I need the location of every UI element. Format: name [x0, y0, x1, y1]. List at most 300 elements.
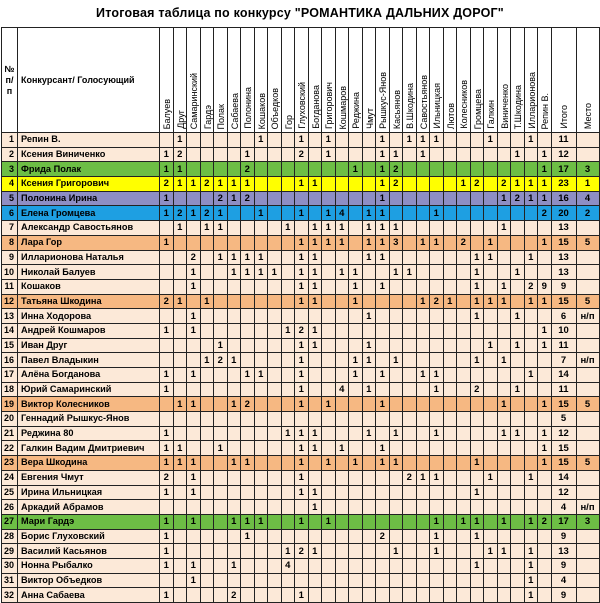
header-voter [254, 28, 268, 133]
vote-cell [281, 588, 295, 603]
contestant-name: Павел Владыкин [18, 353, 160, 368]
vote-cell [227, 323, 241, 338]
vote-cell [484, 397, 498, 412]
vote-cell: 1 [308, 235, 322, 250]
vote-cell [322, 162, 336, 177]
vote-cell [416, 500, 430, 515]
vote-cell [443, 470, 457, 485]
vote-cell: 1 [376, 162, 390, 177]
vote-cell [497, 558, 511, 573]
vote-cell [173, 235, 187, 250]
vote-cell: 1 [538, 235, 552, 250]
vote-cell [403, 235, 417, 250]
vote-cell [524, 500, 538, 515]
contestant-name: Геннадий Рышкус-Янов [18, 412, 160, 427]
vote-cell [389, 206, 403, 221]
total-cell: 5 [551, 412, 576, 427]
vote-cell [443, 235, 457, 250]
vote-cell: 1 [349, 353, 363, 368]
vote-cell [416, 558, 430, 573]
vote-cell [349, 323, 363, 338]
vote-cell [416, 412, 430, 427]
vote-cell [349, 382, 363, 397]
contestant-name: Елена Громцева [18, 206, 160, 221]
vote-cell [241, 412, 255, 427]
vote-cell [362, 323, 376, 338]
vote-cell: 1 [349, 265, 363, 280]
table-row [2, 250, 600, 265]
total-cell: 20 [551, 206, 576, 221]
vote-cell [322, 558, 336, 573]
vote-cell: 1 [349, 279, 363, 294]
vote-cell [335, 544, 349, 559]
vote-cell: 1 [187, 206, 201, 221]
vote-cell [187, 426, 201, 441]
vote-cell: 1 [470, 485, 484, 500]
vote-cell: 1 [227, 456, 241, 471]
vote-cell [349, 397, 363, 412]
vote-cell [254, 309, 268, 324]
place-cell [576, 382, 599, 397]
vote-cell: 1 [200, 353, 214, 368]
vote-cell [214, 456, 228, 471]
vote-cell [416, 588, 430, 603]
vote-cell: 1 [497, 397, 511, 412]
vote-cell [497, 265, 511, 280]
vote-cell [308, 397, 322, 412]
vote-cell: 1 [362, 426, 376, 441]
vote-cell [268, 368, 282, 383]
vote-cell [457, 147, 471, 162]
contestant-name: Иван Друг [18, 338, 160, 353]
vote-cell [470, 338, 484, 353]
vote-cell [335, 529, 349, 544]
vote-cell [511, 441, 525, 456]
vote-cell [227, 147, 241, 162]
vote-cell: 1 [295, 588, 309, 603]
vote-cell [268, 279, 282, 294]
vote-cell [443, 558, 457, 573]
vote-cell [308, 456, 322, 471]
contestant-name: Анна Сабаева [18, 588, 160, 603]
vote-cell [349, 529, 363, 544]
vote-cell: 1 [173, 397, 187, 412]
vote-cell: 1 [160, 323, 174, 338]
vote-cell: 1 [538, 426, 552, 441]
vote-cell [484, 368, 498, 383]
vote-cell [335, 500, 349, 515]
vote-cell [470, 133, 484, 148]
vote-cell [443, 338, 457, 353]
vote-cell: 1 [214, 250, 228, 265]
vote-cell [443, 147, 457, 162]
header-voter [497, 28, 511, 133]
header-voter-label: Гор [283, 114, 294, 129]
vote-cell: 1 [160, 147, 174, 162]
row-number: 11 [2, 279, 18, 294]
vote-cell [443, 500, 457, 515]
contestant-name: Александр Савостьянов [18, 221, 160, 236]
vote-cell [470, 441, 484, 456]
vote-cell [376, 544, 390, 559]
table-row [2, 456, 600, 471]
vote-cell [254, 191, 268, 206]
vote-cell [187, 353, 201, 368]
vote-cell [389, 529, 403, 544]
vote-cell: 1 [376, 456, 390, 471]
vote-cell [322, 368, 336, 383]
vote-cell: 1 [470, 279, 484, 294]
vote-cell [416, 485, 430, 500]
vote-cell [484, 485, 498, 500]
vote-cell [470, 426, 484, 441]
vote-cell [349, 309, 363, 324]
vote-cell: 1 [295, 397, 309, 412]
vote-cell: 1 [241, 368, 255, 383]
vote-cell [538, 309, 552, 324]
vote-cell [335, 470, 349, 485]
vote-cell [241, 294, 255, 309]
table-row [2, 382, 600, 397]
vote-cell [308, 558, 322, 573]
vote-cell [200, 441, 214, 456]
row-number: 14 [2, 323, 18, 338]
vote-cell: 2 [187, 250, 201, 265]
table-row [2, 294, 600, 309]
vote-cell [268, 221, 282, 236]
vote-cell: 1 [389, 221, 403, 236]
vote-cell: 1 [538, 177, 552, 192]
vote-cell [227, 294, 241, 309]
vote-cell [403, 353, 417, 368]
vote-cell: 1 [160, 456, 174, 471]
vote-cell: 1 [335, 221, 349, 236]
vote-cell [160, 500, 174, 515]
vote-cell [173, 309, 187, 324]
header-voter-label: Друг [175, 110, 186, 129]
vote-cell [200, 147, 214, 162]
vote-cell: 1 [511, 177, 525, 192]
vote-cell [416, 279, 430, 294]
total-cell: 23 [551, 177, 576, 192]
vote-cell [389, 294, 403, 309]
vote-cell [335, 397, 349, 412]
header-voter [268, 28, 282, 133]
vote-cell: 1 [295, 279, 309, 294]
vote-cell [349, 177, 363, 192]
vote-cell [281, 206, 295, 221]
vote-cell [443, 133, 457, 148]
vote-cell [362, 588, 376, 603]
row-number: 13 [2, 309, 18, 324]
vote-cell: 1 [416, 294, 430, 309]
vote-cell [416, 353, 430, 368]
total-cell: 9 [551, 558, 576, 573]
header-voter [430, 28, 444, 133]
vote-cell [511, 456, 525, 471]
total-cell: 4 [551, 500, 576, 515]
vote-cell: 1 [254, 250, 268, 265]
vote-cell [268, 426, 282, 441]
vote-cell [376, 353, 390, 368]
header-voter [443, 28, 457, 133]
vote-cell [376, 485, 390, 500]
vote-cell [268, 544, 282, 559]
vote-cell [227, 279, 241, 294]
vote-cell [443, 382, 457, 397]
vote-cell [200, 323, 214, 338]
vote-cell [457, 456, 471, 471]
vote-cell [160, 221, 174, 236]
vote-cell [187, 221, 201, 236]
header-voter-label: Григорович [324, 82, 334, 129]
table-row [2, 544, 600, 559]
vote-cell: 2 [173, 206, 187, 221]
vote-cell [308, 382, 322, 397]
vote-cell [335, 162, 349, 177]
vote-cell [497, 338, 511, 353]
vote-cell [497, 250, 511, 265]
vote-cell: 1 [173, 441, 187, 456]
vote-cell [187, 382, 201, 397]
place-cell [576, 485, 599, 500]
vote-cell: 1 [511, 309, 525, 324]
vote-cell: 1 [349, 162, 363, 177]
vote-cell [457, 529, 471, 544]
row-number: 7 [2, 221, 18, 236]
vote-cell [349, 558, 363, 573]
vote-cell: 1 [470, 265, 484, 280]
vote-cell: 2 [457, 235, 471, 250]
vote-cell [254, 500, 268, 515]
vote-cell: 1 [362, 382, 376, 397]
vote-cell [187, 147, 201, 162]
vote-cell: 1 [497, 221, 511, 236]
vote-cell [538, 221, 552, 236]
vote-cell [214, 588, 228, 603]
vote-cell [443, 529, 457, 544]
vote-cell [497, 147, 511, 162]
vote-cell [254, 353, 268, 368]
vote-cell [200, 573, 214, 588]
vote-cell: 1 [295, 441, 309, 456]
vote-cell [457, 162, 471, 177]
vote-cell [511, 544, 525, 559]
vote-cell [457, 500, 471, 515]
vote-cell: 1 [322, 235, 336, 250]
place-cell: 1 [576, 177, 599, 192]
row-number: 3 [2, 162, 18, 177]
vote-cell [268, 177, 282, 192]
vote-cell [497, 529, 511, 544]
vote-cell: 1 [376, 368, 390, 383]
vote-cell: 1 [160, 426, 174, 441]
vote-cell [389, 514, 403, 529]
vote-cell [362, 470, 376, 485]
row-number: 9 [2, 250, 18, 265]
vote-cell [362, 485, 376, 500]
vote-cell [511, 368, 525, 383]
vote-cell [268, 323, 282, 338]
vote-cell: 1 [430, 529, 444, 544]
vote-cell [335, 147, 349, 162]
header-voter [187, 28, 201, 133]
vote-cell: 1 [362, 250, 376, 265]
vote-cell [403, 544, 417, 559]
vote-cell [511, 353, 525, 368]
table-body [2, 133, 600, 603]
vote-cell [484, 529, 498, 544]
vote-cell [322, 177, 336, 192]
vote-cell [511, 529, 525, 544]
vote-cell [511, 397, 525, 412]
vote-cell [268, 558, 282, 573]
vote-cell [200, 500, 214, 515]
vote-cell [470, 500, 484, 515]
row-number: 15 [2, 338, 18, 353]
vote-cell [511, 323, 525, 338]
vote-cell: 1 [187, 485, 201, 500]
vote-cell [268, 353, 282, 368]
results-table [1, 27, 600, 603]
vote-cell: 1 [160, 514, 174, 529]
vote-cell [497, 588, 511, 603]
vote-cell [497, 235, 511, 250]
vote-cell [281, 265, 295, 280]
vote-cell [538, 558, 552, 573]
vote-cell: 9 [538, 279, 552, 294]
vote-cell: 1 [268, 265, 282, 280]
vote-cell [484, 500, 498, 515]
vote-cell [376, 412, 390, 427]
vote-cell: 1 [511, 426, 525, 441]
vote-cell [187, 500, 201, 515]
vote-cell: 1 [497, 544, 511, 559]
vote-cell [362, 529, 376, 544]
vote-cell [241, 485, 255, 500]
vote-cell [254, 441, 268, 456]
vote-cell [322, 353, 336, 368]
header-voter-label: Касьянов [391, 89, 402, 129]
vote-cell [389, 485, 403, 500]
vote-cell [457, 206, 471, 221]
row-number: 16 [2, 353, 18, 368]
vote-cell [403, 573, 417, 588]
vote-cell [227, 368, 241, 383]
vote-cell: 1 [376, 206, 390, 221]
vote-cell: 1 [281, 544, 295, 559]
vote-cell [173, 485, 187, 500]
vote-cell [524, 206, 538, 221]
vote-cell [200, 412, 214, 427]
vote-cell [416, 382, 430, 397]
header-voter-label: В.Шкодина [405, 83, 415, 129]
vote-cell [281, 382, 295, 397]
vote-cell [335, 279, 349, 294]
table-row [2, 397, 600, 412]
place-cell [576, 221, 599, 236]
vote-cell [281, 338, 295, 353]
vote-cell [484, 162, 498, 177]
vote-cell [214, 529, 228, 544]
vote-cell: 1 [227, 353, 241, 368]
vote-cell: 1 [160, 191, 174, 206]
vote-cell [268, 397, 282, 412]
vote-cell [430, 500, 444, 515]
vote-cell [200, 162, 214, 177]
vote-cell [430, 441, 444, 456]
header-voter [295, 28, 309, 133]
vote-cell: 1 [538, 294, 552, 309]
vote-cell: 1 [470, 294, 484, 309]
vote-cell [511, 514, 525, 529]
vote-cell: 1 [187, 177, 201, 192]
row-number: 6 [2, 206, 18, 221]
vote-cell [241, 558, 255, 573]
vote-cell [497, 441, 511, 456]
contestant-name: Репин В. [18, 133, 160, 148]
vote-cell [322, 382, 336, 397]
vote-cell: 1 [308, 544, 322, 559]
vote-cell: 1 [308, 426, 322, 441]
vote-cell [241, 235, 255, 250]
vote-cell [214, 162, 228, 177]
header-voter [376, 28, 390, 133]
vote-cell [349, 147, 363, 162]
vote-cell [443, 441, 457, 456]
total-cell: 12 [551, 485, 576, 500]
vote-cell [511, 279, 525, 294]
vote-cell [430, 456, 444, 471]
vote-cell [403, 500, 417, 515]
vote-cell: 1 [308, 294, 322, 309]
vote-cell [241, 382, 255, 397]
vote-cell [295, 162, 309, 177]
header-voter-label: Савостьянов [418, 74, 429, 129]
vote-cell [200, 265, 214, 280]
vote-cell [254, 588, 268, 603]
vote-cell [227, 206, 241, 221]
contestant-name: Борис Глуховский [18, 529, 160, 544]
header-voter-label: Сабаева [229, 92, 240, 129]
table-row [2, 162, 600, 177]
vote-cell [416, 397, 430, 412]
vote-cell: 1 [173, 177, 187, 192]
vote-cell: 1 [254, 133, 268, 148]
vote-cell [227, 309, 241, 324]
vote-cell: 1 [335, 265, 349, 280]
vote-cell [524, 456, 538, 471]
vote-cell [173, 426, 187, 441]
header-voter-label: Репин В. [540, 92, 550, 129]
table-row [2, 368, 600, 383]
vote-cell [227, 235, 241, 250]
vote-cell [200, 426, 214, 441]
vote-cell [524, 323, 538, 338]
vote-cell [241, 133, 255, 148]
vote-cell [227, 382, 241, 397]
contestant-name: Василий Касьянов [18, 544, 160, 559]
vote-cell [403, 456, 417, 471]
vote-cell: 1 [187, 323, 201, 338]
vote-cell: 1 [376, 177, 390, 192]
vote-cell [538, 485, 552, 500]
vote-cell: 2 [227, 588, 241, 603]
vote-cell [443, 250, 457, 265]
header-voter [335, 28, 349, 133]
vote-cell [470, 544, 484, 559]
vote-cell: 1 [376, 250, 390, 265]
